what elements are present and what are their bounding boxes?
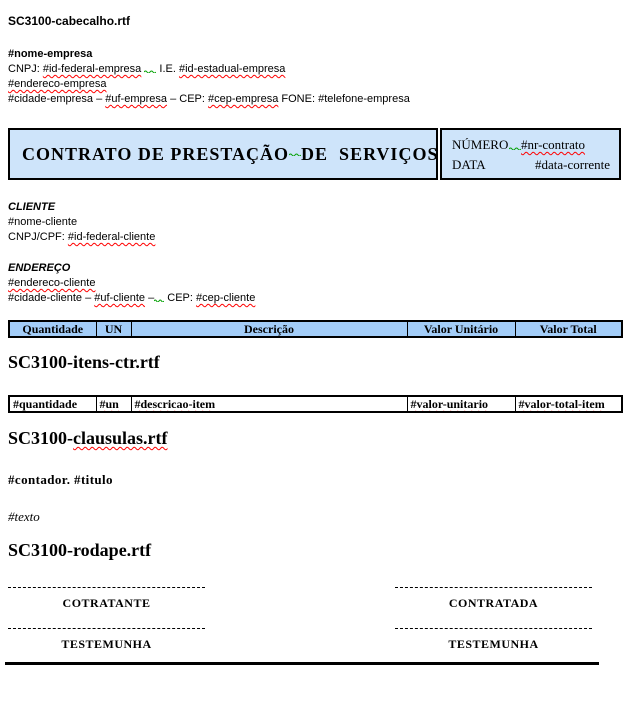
field-descricao-item: #descricao-item xyxy=(134,397,216,411)
cep-label: CEP: xyxy=(179,93,205,105)
grid-header-quantidade: Quantidade xyxy=(9,321,96,337)
signature-row-2 xyxy=(8,628,592,651)
signature-cell-contratante xyxy=(8,587,205,610)
signature-line xyxy=(8,587,205,588)
field-quantidade: #quantidade xyxy=(13,397,78,411)
contract-title-cell xyxy=(8,128,438,180)
company-city-line xyxy=(8,92,621,107)
cep-label: CEP: xyxy=(167,292,193,304)
data-line xyxy=(452,155,619,175)
field-titulo: #titulo xyxy=(74,472,113,487)
field-id-estadual-empresa: #id-estadual-empresa xyxy=(178,63,286,75)
signature-label-contratada: CONTRATADA xyxy=(448,596,539,610)
company-header-block xyxy=(8,47,621,107)
address-block xyxy=(8,261,621,306)
signature-label-testemunha-left: TESTEMUNHA xyxy=(61,637,152,651)
grid-header-row xyxy=(9,321,622,337)
signature-area xyxy=(8,587,621,651)
field-valor-total-item: #valor-total-item xyxy=(518,397,605,411)
items-grid-header xyxy=(8,320,623,338)
field-id-federal-cliente: #id-federal-cliente xyxy=(67,231,156,243)
template-filename-cabecalho: SC3100-cabecalho.rtf xyxy=(8,14,131,28)
signature-cell-testemunha-right xyxy=(395,628,592,651)
dash: – xyxy=(85,292,92,304)
company-address-line xyxy=(8,77,621,92)
field-cep-empresa: #cep-empresa xyxy=(208,93,279,105)
grammar-squiggle-icon xyxy=(509,146,521,150)
grammar-squiggle-icon xyxy=(154,298,164,302)
signature-label-cotratante: COTRATANTE xyxy=(62,596,151,610)
client-city-line xyxy=(8,291,621,306)
items-fields-row xyxy=(8,395,623,413)
contract-title-part2: DE SERVIÇOS xyxy=(301,143,439,164)
cnpj-cpf-label: CNPJ/CPF: xyxy=(8,231,65,243)
field-texto: #texto xyxy=(8,509,40,524)
fone-label: FONE: xyxy=(281,93,316,105)
template-filename-rodape: SC3100-rodape.rtf xyxy=(8,540,152,560)
data-label: DATA xyxy=(452,157,486,172)
contract-title-banner xyxy=(8,128,621,180)
filename-rest: clausulas.rtf xyxy=(73,428,168,448)
cnpj-label: CNPJ: xyxy=(8,63,40,75)
field-telefone-empresa: #telefone-empresa xyxy=(318,93,410,105)
numero-line xyxy=(452,135,619,155)
field-cidade-cliente: #cidade-cliente xyxy=(8,292,82,304)
items-row xyxy=(9,396,622,412)
field-cidade-empresa: #cidade-empresa xyxy=(8,93,93,105)
field-id-federal-empresa: #id-federal-empresa xyxy=(42,63,142,75)
signature-cell-testemunha-left xyxy=(8,628,205,651)
client-section-heading: CLIENTE xyxy=(8,201,56,213)
footer-rule xyxy=(5,662,599,665)
field-endereco-cliente: #endereco-cliente xyxy=(8,277,96,289)
template-filename-clausulas xyxy=(8,428,621,449)
template-filename-itens: SC3100-itens-ctr.rtf xyxy=(8,352,160,372)
signature-line xyxy=(8,628,205,629)
company-cnpj-line xyxy=(8,62,621,77)
grid-header-valor-total: Valor Total xyxy=(515,321,622,337)
ie-label: I.E. xyxy=(159,63,176,75)
signature-row-1 xyxy=(8,587,592,610)
grammar-squiggle-icon xyxy=(144,69,156,73)
clause-title-line xyxy=(8,472,621,488)
field-cep-cliente: #cep-cliente xyxy=(196,292,256,304)
signature-label-testemunha-right: TESTEMUNHA xyxy=(448,637,539,651)
signature-line xyxy=(395,628,592,629)
contract-title-part1: CONTRATO DE PRESTAÇÃO xyxy=(22,143,290,164)
field-data-corrente: #data-corrente xyxy=(535,157,611,172)
client-block xyxy=(8,200,621,245)
dash: – xyxy=(148,292,155,304)
filename-prefix: SC3100- xyxy=(8,428,74,448)
signature-line xyxy=(395,587,592,588)
field-un: #un xyxy=(99,397,119,411)
contract-number-cell xyxy=(440,128,621,180)
client-cnpj-line xyxy=(8,230,621,245)
grammar-squiggle-icon xyxy=(289,152,301,156)
grid-header-un: UN xyxy=(96,321,131,337)
signature-cell-contratada xyxy=(395,587,592,610)
address-section-heading: ENDEREÇO xyxy=(8,262,71,274)
field-nome-empresa: #nome-empresa xyxy=(8,48,93,60)
field-uf-empresa: #uf-empresa xyxy=(105,93,168,105)
numero-label: NÚMERO xyxy=(452,137,509,152)
field-endereco-empresa: #endereco-empresa xyxy=(8,78,107,90)
field-nr-contrato: #nr-contrato xyxy=(521,137,585,152)
grid-header-valor-unitario: Valor Unitário xyxy=(407,321,515,337)
field-contador: #contador. xyxy=(8,472,71,487)
field-nome-cliente: #nome-cliente xyxy=(8,216,78,228)
grid-header-descricao: Descrição xyxy=(131,321,407,337)
dash: – xyxy=(96,93,103,105)
client-address-line xyxy=(8,276,621,291)
dash: – xyxy=(170,93,177,105)
field-valor-unitario: #valor-unitario xyxy=(410,397,489,411)
field-uf-cliente: #uf-cliente xyxy=(94,292,146,304)
